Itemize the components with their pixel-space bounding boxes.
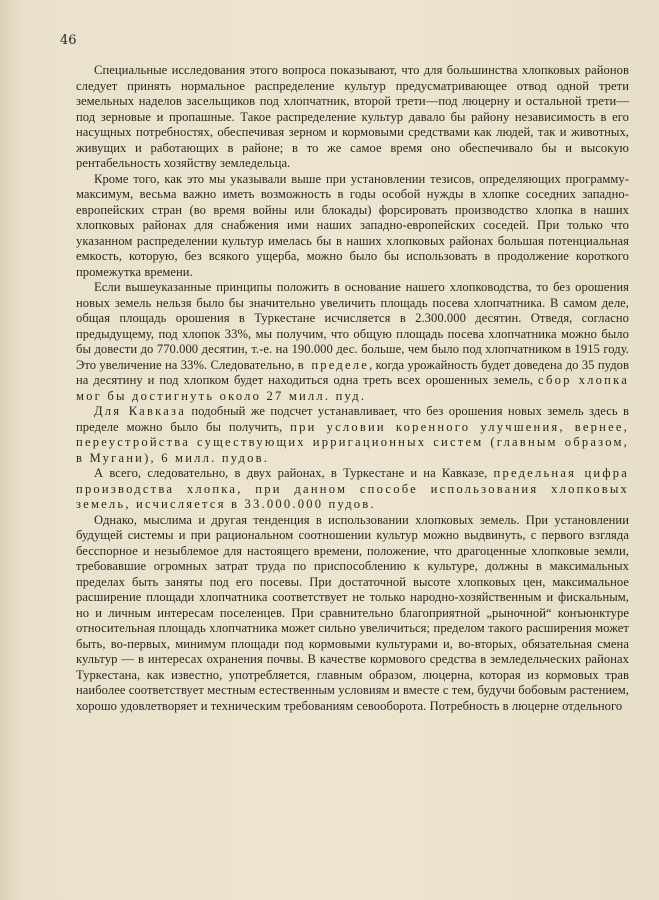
text-run: Если вышеуказанные принципы положить в основание нашего хлопководства, то без орошения новых земель нельзя было бы значительно увеличить площадь посева хлопчатника. В самом деле, общая площадь орошения в Туркестане исчисляется в 2.300.000 десятин. Отведя, согласно предыдущему, под хлопок 33%, мы получим, что общую площадь посева хлопчатника можно было бы довести до 770.000 десятин, т.-е. на 190.000 дес. больше, чем было под хлопчатником в 1915 году. Это увеличение на 33%. Следовательно, bbox=[76, 280, 629, 372]
spaced-emphasis: при условии коренного улучшения, вернее, переустройства существующих ирригационных систем (главным образом, в Мугани), 6 милл. пудов. bbox=[76, 419, 630, 465]
paragraph bbox=[76, 172, 629, 281]
text-run: Специальные исследования этого вопроса показывают, что для большинства хлопковых районов следует принять нормальное распределение культур предусматривающее отвод одной трети земельных наделов засельщиков под хлопчатник, второй трети—под люцерну и остальной трети—под зерновые и пропашные. Такое распределение культур давало бы району независимость в его насущных потребностях, обеспечивая зерном и кормовыми средствами как людей, так и животных, живущих и работающих в районе; в то же самое время оно обеспечивало бы и высокую рентабельность хозяйству земледельца. bbox=[76, 63, 629, 170]
text-run: Кроме того, как это мы указывали выше при установлении тезисов, определяющих программу-максимум, весьма важно иметь возможность в годы особой нужды в хлопке соседних западно-европейских стран (во время войны или блокады) форсировать производство хлопка в наших хлопковых районах для снабжения ими наших западно-европейских соседей. При только что указанном распределении культур имелась бы в наших хлопковых районах большая потенциальная емкость, которую, без всякого ущерба, можно было бы использовать в продолжение короткого промежутка времени. bbox=[76, 171, 629, 279]
text-run: Однако, мыслима и другая тенденция в использовании хлопковых земель. При установлении будущей системы и при рациональном соотношении культур можно выдвинуть, с первого взгляда бесспорное и незыблемое для настоящего времени, положение, что драгоценные хлопковые земли, требовавшие огромных затрат труда по приспособлению к культуре, должны в максимальных пределах быть заняты под его посевы. При достаточной высоте хлопковых цен, максимальное расширение площади хлопчатника соответствует не только народно-хозяйственным и фискальным, но и личным интересам поселенцев. При сравнительно благоприятной „рыночной“ конъюнктуре относительная площадь хлопчатника может сильно увеличиться; пределом такого расширения может быть, во-первых, минимум площади под кормовыми культурами и, во-вторых, обязательная смена культур — в интересах охранения почвы. В качестве кормового средства в земледельческих районах Туркестана, как известно, употребляется, главным образом, люцерна, которая из кормовых трав наиболее соответствует местным естественным условиям и вместе с тем, будучи бобовым растением, хорошо удовлетворяет и техническим требованиям севооборота. Потребность в люцерне отдельного bbox=[76, 512, 629, 713]
spaced-emphasis: предельная цифра производства хлопка, при данном способе использования хлопковых земель, исчисляется в 33.000.000 пудов. bbox=[76, 466, 629, 511]
paragraph bbox=[76, 63, 629, 172]
paragraph bbox=[76, 280, 629, 404]
text-run: , когда урожайность будет доведена до 35 пудов на десятину и под хлопком будет находиться одна треть всех орошенных земель, bbox=[76, 357, 629, 387]
text-run: А всего, следовательно, в двух районах, в Туркестане и на Кавказе, bbox=[94, 466, 494, 480]
paragraph bbox=[76, 513, 629, 715]
paragraph bbox=[76, 466, 629, 513]
text-run: подобный же подсчет устанавливает, что без орошения новых земель здесь в пределе можно было бы получить, bbox=[76, 404, 629, 434]
page-number: 46 bbox=[60, 33, 77, 48]
spaced-emphasis: сбор хлопка мог бы достигнуть около 27 милл. пуд. bbox=[76, 373, 629, 403]
paragraph bbox=[76, 404, 629, 466]
body-text bbox=[76, 33, 629, 714]
spaced-emphasis: в пределе bbox=[297, 357, 370, 372]
spaced-emphasis: Для Кавказа bbox=[94, 404, 187, 418]
